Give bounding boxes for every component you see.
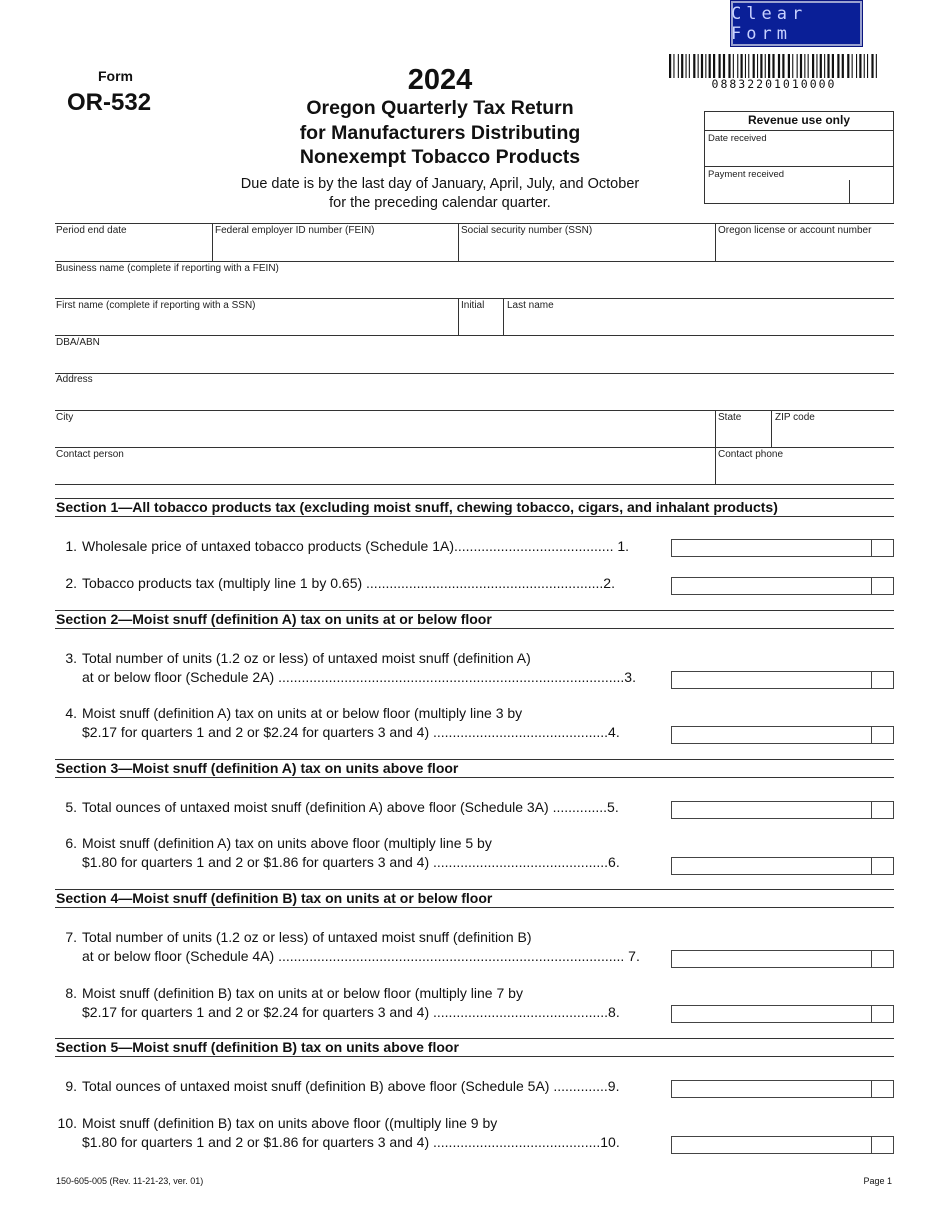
divider [715, 223, 716, 261]
barcode-bar [737, 54, 738, 78]
zip-input[interactable] [775, 425, 891, 445]
line-3-amount-field[interactable] [671, 671, 894, 689]
line-number: 7. [65, 929, 77, 945]
barcode-bar [782, 54, 784, 78]
barcode-bar [689, 54, 690, 78]
line-10-text: Moist snuff (definition B) tax on units above floor ((multiply line 9 by $1.80 for quarters 1 and 2 or $1.86 for quarters 3 and 4) ...........................................10. [82, 1115, 620, 1150]
line-number: 2. [65, 575, 77, 591]
date-received-field [705, 131, 893, 167]
divider [715, 447, 716, 484]
barcode-bar [827, 54, 829, 78]
barcode-bar [867, 54, 868, 78]
barcode-bar [788, 54, 790, 78]
fein-input[interactable] [215, 239, 455, 259]
payment-received-label: Payment received [708, 169, 785, 180]
address-label: Address [56, 374, 93, 385]
line-9-text: Total ounces of untaxed moist snuff (definition B) above floor (Schedule 5A) ..............9. [82, 1078, 620, 1094]
title-line: Nonexempt Tobacco Products [299, 146, 581, 168]
barcode-bar [772, 54, 774, 78]
barcode-bar [760, 54, 762, 78]
line-8-text: Moist snuff (definition B) tax on units at or below floor (multiply line 7 by $2.17 for quarters 1 and 2 or $2.24 for quarters 3 and 4) .............................................8. [82, 985, 620, 1020]
barcode [668, 54, 880, 78]
line-4-amount-field[interactable] [671, 726, 894, 744]
form-title [260, 96, 620, 170]
ssn-label: Social security number (SSN) [461, 225, 593, 236]
barcode-bar [804, 54, 805, 78]
barcode-bar [847, 54, 849, 78]
license-label: Oregon license or account number [718, 225, 872, 236]
contact-person-input[interactable] [56, 462, 711, 482]
line-10-amount-field[interactable] [671, 1136, 894, 1154]
revenue-use-box [704, 111, 894, 204]
license-input[interactable] [718, 239, 892, 259]
section-2-heading: Section 2—Moist snuff (definition A) tax on units at or below floor [55, 610, 894, 629]
city-input[interactable] [56, 425, 711, 445]
line-number: 6. [65, 835, 77, 851]
barcode-bar [852, 54, 853, 78]
dba-label: DBA/ABN [56, 337, 100, 348]
state-input[interactable] [718, 425, 768, 445]
line-7-text: Total number of units (1.2 oz or less) of untaxed moist snuff (definition B) at or below floor (Schedule 4A) ......................................................................................... 7. [82, 929, 640, 964]
barcode-bar [778, 54, 780, 78]
line-1-text: Wholesale price of untaxed tobacco products (Schedule 1A)......................................... 1. [82, 538, 630, 554]
barcode-bar [733, 54, 734, 78]
title-line: for Manufacturers Distributing [299, 121, 581, 144]
last-name-label: Last name [507, 300, 554, 311]
barcode-bar [673, 54, 674, 78]
divider [715, 410, 716, 447]
barcode-bar [842, 54, 844, 78]
first-name-label: First name (complete if reporting with a SSN) [56, 300, 256, 311]
due-line: for the preceding calendar quarter. [329, 195, 551, 211]
ssn-input[interactable] [461, 239, 711, 259]
line-number: 3. [65, 650, 77, 666]
line-number: 8. [65, 985, 77, 1001]
fein-label: Federal employer ID number (FEIN) [215, 225, 375, 236]
cents-divider [871, 578, 872, 594]
divider [55, 373, 894, 374]
due-line: Due date is by the last day of January, April, July, and October [240, 176, 640, 192]
barcode-bar [876, 54, 877, 78]
barcode-bar [812, 54, 814, 78]
barcode-bar [693, 54, 695, 78]
divider [212, 223, 213, 261]
barcode-bar [800, 54, 802, 78]
section-5-heading: Section 5—Moist snuff (definition B) tax on units above floor [55, 1038, 894, 1057]
barcode-bar [698, 54, 699, 78]
barcode-bar [701, 54, 703, 78]
barcode-bar [859, 54, 861, 78]
line-number: 9. [65, 1078, 77, 1094]
form-revision-code: 150-605-005 (Rev. 11-21-23, ver. 01) [56, 1176, 204, 1186]
line-4-text: Moist snuff (definition A) tax on units at or below floor (multiply line 3 by $2.17 for quarters 1 and 2 or $2.24 for quarters 3 and 4) .............................................4. [82, 705, 620, 740]
barcode-bar [669, 54, 671, 78]
barcode-bar [837, 54, 839, 78]
line-5-amount-field[interactable] [671, 801, 894, 819]
line-6-amount-field[interactable] [671, 857, 894, 875]
page-number: Page 1 [863, 1176, 892, 1186]
barcode-bar [768, 54, 770, 78]
tax-year: 2024 [407, 64, 473, 96]
barcode-bar [709, 54, 711, 78]
initial-input[interactable] [461, 313, 501, 333]
cents-divider [871, 1006, 872, 1022]
first-name-input[interactable] [56, 313, 454, 333]
divider [55, 223, 894, 224]
due-date-note [210, 175, 670, 213]
barcode-bar [723, 54, 725, 78]
barcode-bar [681, 54, 683, 78]
divider [55, 484, 894, 485]
line-number: 10. [57, 1115, 77, 1131]
cents-divider [871, 951, 872, 967]
barcode-bar [713, 54, 715, 78]
cents-divider [871, 1137, 872, 1153]
business-name-input[interactable] [56, 276, 891, 296]
zip-label: ZIP code [775, 412, 815, 423]
form-number: OR-532 [67, 89, 152, 116]
form-label: Form [98, 68, 133, 84]
barcode-bar [753, 54, 755, 78]
contact-phone-input[interactable] [718, 462, 892, 482]
section-4-heading: Section 4—Moist snuff (definition B) tax on units at or below floor [55, 889, 894, 908]
barcode-bar [745, 54, 746, 78]
revenue-use-heading: Revenue use only [705, 112, 893, 131]
barcode-bar [705, 54, 706, 78]
divider [55, 410, 894, 411]
cents-divider [871, 672, 872, 688]
barcode-bar [824, 54, 825, 78]
line-3-text: Total number of units (1.2 oz or less) of untaxed moist snuff (definition A) at or below floor (Schedule 2A) .........................................................................................3. [82, 650, 636, 685]
line-number: 4. [65, 705, 77, 721]
barcode-bar [820, 54, 822, 78]
line-1-amount-field[interactable] [671, 539, 894, 557]
state-label: State [718, 412, 742, 423]
line-2-amount-field[interactable] [671, 577, 894, 595]
barcode-number: 08832201010000 [711, 77, 837, 91]
clear-form-button[interactable]: Clear Form [730, 0, 863, 47]
barcode-bar [832, 54, 834, 78]
contact-phone-label: Contact phone [718, 449, 784, 460]
barcode-bar [808, 54, 809, 78]
divider [503, 298, 504, 335]
city-label: City [56, 412, 74, 423]
cents-divider [871, 727, 872, 743]
contact-person-label: Contact person [56, 449, 124, 460]
line-2-text: Tobacco products tax (multiply line 1 by 0.65) .............................................................2. [82, 575, 615, 591]
barcode-bar [719, 54, 721, 78]
barcode-bar [741, 54, 743, 78]
barcode-bar [864, 54, 865, 78]
dba-input[interactable] [56, 351, 891, 371]
line-number: 1. [65, 538, 77, 554]
barcode-bar [792, 54, 793, 78]
barcode-bar [816, 54, 817, 78]
date-received-label: Date received [708, 133, 767, 144]
divider [458, 298, 459, 335]
section-1-heading: Section 1—All tobacco products tax (excluding moist snuff, chewing tobacco, cigars, and inhalant products) [55, 498, 894, 517]
title-line: Oregon Quarterly Tax Return [306, 97, 574, 119]
barcode-bar [748, 54, 749, 78]
barcode-bar [856, 54, 857, 78]
barcode-bar [686, 54, 687, 78]
barcode-bar [797, 54, 798, 78]
line-7-amount-field[interactable] [671, 950, 894, 968]
period-end-date-input[interactable] [56, 239, 208, 259]
business-name-label: Business name (complete if reporting with a FEIN) [56, 263, 279, 274]
period-end-date-label: Period end date [56, 225, 127, 236]
barcode-bar [871, 54, 873, 78]
divider [55, 447, 894, 448]
divider [849, 180, 850, 204]
line-5-text: Total ounces of untaxed moist snuff (definition A) above floor (Schedule 3A) ..............5. [82, 799, 619, 815]
barcode-bar [765, 54, 766, 78]
payment-received-field [705, 167, 893, 204]
divider [55, 261, 894, 262]
line-9-amount-field[interactable] [671, 1080, 894, 1098]
divider [458, 223, 459, 261]
last-name-input[interactable] [507, 313, 891, 333]
section-3-heading: Section 3—Moist snuff (definition A) tax on units above floor [55, 759, 894, 778]
cents-divider [871, 858, 872, 874]
line-number: 5. [65, 799, 77, 815]
divider [771, 410, 772, 447]
initial-label: Initial [461, 300, 485, 311]
address-input[interactable] [56, 388, 891, 408]
cents-divider [871, 1081, 872, 1097]
cents-divider [871, 540, 872, 556]
line-8-amount-field[interactable] [671, 1005, 894, 1023]
divider [55, 335, 894, 336]
line-6-text: Moist snuff (definition A) tax on units above floor (multiply line 5 by $1.80 for quarters 1 and 2 or $1.86 for quarters 3 and 4) .............................................6. [82, 835, 620, 870]
barcode-bar [678, 54, 679, 78]
divider [55, 298, 894, 299]
barcode-bar [728, 54, 730, 78]
cents-divider [871, 802, 872, 818]
barcode-bar [757, 54, 758, 78]
